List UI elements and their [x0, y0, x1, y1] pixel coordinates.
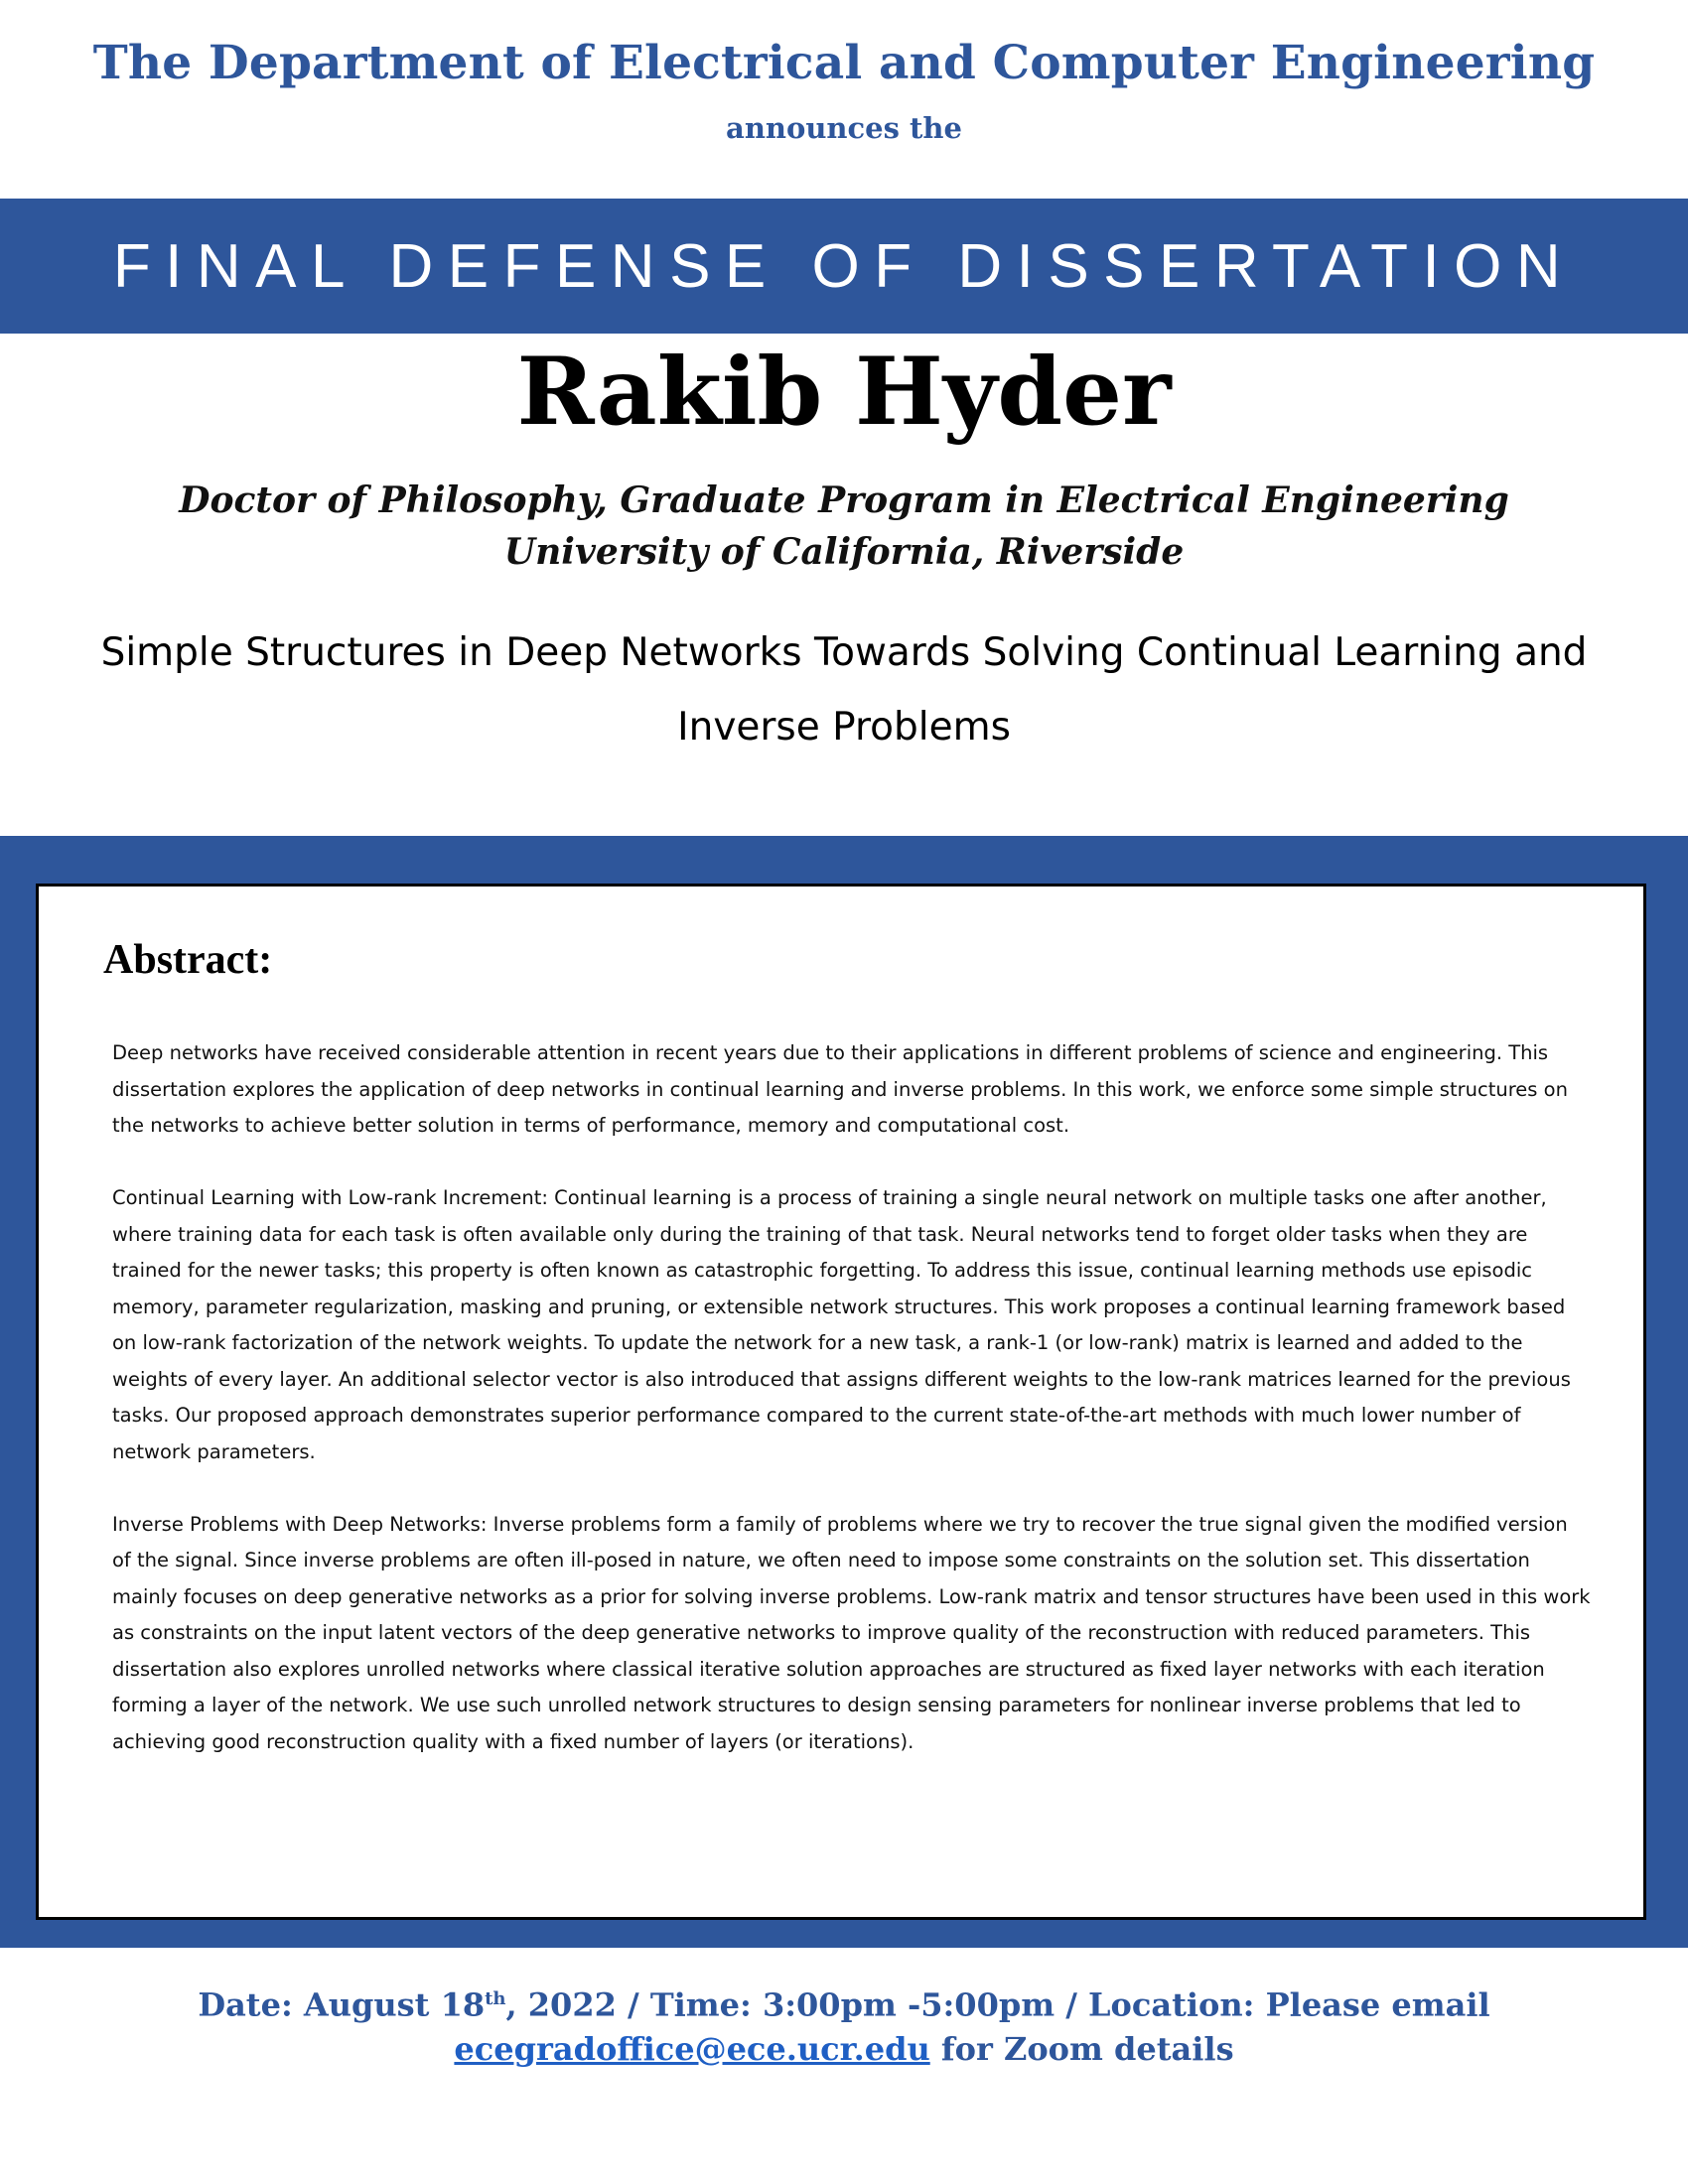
zoom-details — [0, 2025, 1688, 2073]
date-ordinal-suffix: th — [485, 1988, 506, 2009]
abstract-heading: Abstract: — [103, 937, 273, 983]
abstract-paragraph-intro: Deep networks have received considerable attention in recent years due to their applications in different problems of science and engineering. This dissertation explores the application of deep networks in continual learning and inverse problems. In this work, we enforce some simple structures on the networks to achieve better solution in terms of performance, memory and computational cost. — [112, 1041, 1568, 1137]
candidate-university: University of California, Riverside — [503, 531, 1185, 573]
event-details — [0, 1976, 1688, 2029]
abstract-frame — [0, 836, 1688, 1948]
abstract-paragraph-continual-learning: Continual Learning with Low-rank Increment: Continual learning is a process of training a single neural network on multiple tasks one after another, where training data for each task is often available only during the training of that task. Neural networks tend to forget older tasks when they are trained for the newer tasks; this property is often known as catastrophic forgetting. To address this issue, continual learning methods use episodic memory, parameter regularization, masking and pruning, or extensible network structures. This work proposes a continual learning framework based on low-rank factorization of the network weights. To update the network for a new task, a rank-1 (or low-rank) matrix is learned and added to the weights of every layer. An additional selector vector is also introduced that assigns different weights to the low-rank matrices learned for the previous tasks. Our proposed approach demonstrates superior performance compared to the current state-of-the-art methods with much lower number of network parameters. — [112, 1186, 1571, 1463]
banner-title: FINAL DEFENSE OF DISSERTATION — [112, 232, 1576, 301]
contact-email-link[interactable]: ecegradoffice@ece.ucr.edu — [454, 2030, 930, 2068]
event-time-location: , 2022 / Time: 3:00pm -5:00pm / Location: Please email — [505, 1985, 1490, 2024]
dissertation-title: Simple Structures in Deep Networks Towards Solving Continual Learning and Inverse Problems — [100, 630, 1588, 750]
abstract-body — [112, 1035, 1592, 1797]
abstract-box — [36, 884, 1646, 1920]
event-date-prefix: Date: August 18 — [198, 1985, 486, 2024]
announces-subheading: announces the — [726, 111, 962, 145]
abstract-paragraph-inverse-problems: Inverse Problems with Deep Networks: Inverse problems form a family of problems where we try to recover the true signal given the modified version of the signal. Since inverse problems are often ill-posed in nature, we often need to impose some constraints on the solution set. This dissertation mainly focuses on deep generative networks as a prior for solving inverse problems. Low-rank matrix and tensor structures have been used in this work as constraints on the input latent vectors of the deep generative networks to improve quality of the reconstruction with reduced parameters. This dissertation also explores unrolled networks where classical iterative solution approaches are structured as fixed layer networks with each iteration forming a layer of the network. We use such unrolled network structures to design sensing parameters for nonlinear inverse problems that led to achieving good reconstruction quality with a fixed number of layers (or iterations). — [112, 1512, 1591, 1753]
candidate-name: Rakib Hyder — [516, 338, 1172, 447]
zoom-details-text: for Zoom details — [929, 2030, 1234, 2068]
candidate-degree: Doctor of Philosophy, Graduate Program in Electrical Engineering — [179, 479, 1509, 521]
department-heading: The Department of Electrical and Computer Engineering — [92, 36, 1596, 90]
title-banner — [0, 199, 1688, 334]
